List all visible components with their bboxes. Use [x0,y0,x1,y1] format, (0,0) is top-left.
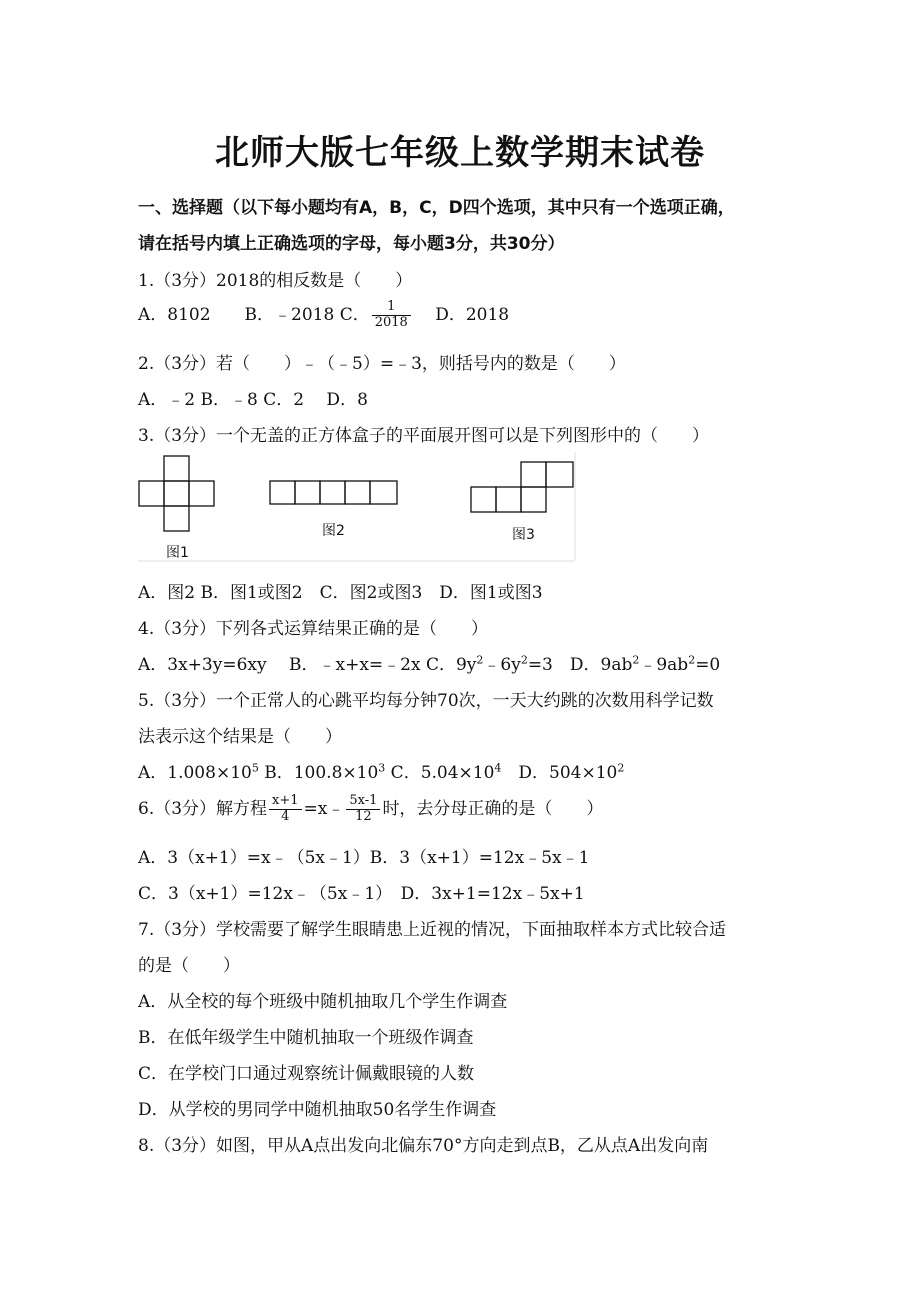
q5-stem-line1: 5.（3分）一个正常人的心跳平均每分钟70次，一天大约跳的次数用科学记数 [138,691,714,711]
q8-stem-line1: 8.（3分）如图，甲从A点出发向北偏东70°方向走到点B，乙从点A出发向南 [138,1136,709,1156]
q5-opt-a-exp: 5 [251,761,259,775]
q6-f1-num: x+1 [269,794,302,810]
q1-frac-num: 1 [372,300,411,316]
figure3-caption: 图3 [512,527,535,543]
q5-opt-a: A．1.008×10 [138,763,252,783]
q6-fraction-2 [346,794,380,825]
q7-stem-line2: 的是（ ） [138,956,240,976]
q5-opt-b: B．100.8×10 [258,763,379,783]
q1-option-d: D．2018 [412,305,510,325]
q6-stem [138,794,603,825]
q5-options [138,758,624,783]
q7-option-c: C．在学校门口通过观察统计佩戴眼镜的人数 [138,1064,475,1084]
q6-options-ab: A．3（x+1）=x﹣（5x﹣1）B．3（x+1）=12x﹣5x﹣1 [138,848,590,868]
q3-net-figures [138,450,578,562]
q1-frac-den: 2018 [374,315,408,330]
q7-stem-line1: 7.（3分）学校需要了解学生眼睛患上近视的情况，下面抽取样本方式比较合适 [138,920,727,940]
q3-options: A．图2 B．图1或图2 C．图2或图3 D．图1或图3 [138,583,543,603]
q4-opt-c-end: =3 D．9ab [527,655,633,675]
q6-suffix: 时，去分母正确的是（ ） [382,799,604,819]
q6-prefix: 6.（3分）解方程 [138,799,268,819]
q4-exp-1: 2 [476,653,484,667]
figure1-net [139,456,214,531]
q4-exp-4: 2 [688,653,696,667]
figure3-net [471,462,573,512]
q4-options [138,650,720,675]
q7-option-b: B．在低年级学生中随机抽取一个班级作调查 [138,1028,474,1048]
q3-stem: 3.（3分）一个无盖的正方体盒子的平面展开图可以是下列图形中的（ ） [138,426,710,446]
q6-options-cd: C．3（x+1）=12x﹣（5x﹣1） D．3x+1=12x﹣5x+1 [138,884,585,904]
q5-opt-c-exp: 4 [494,761,502,775]
q6-mid: =x﹣ [303,799,345,819]
q4-opt-c-mid: ﹣6y [483,655,521,675]
q4-opt-d-end: =0 [695,655,721,675]
q5-opt-d: D．504×10 [501,763,618,783]
q2-options: A．﹣2 B．﹣8 C．2 D．8 [138,390,368,410]
q6-f2-num: 5x-1 [346,794,380,810]
q1-options [138,300,509,331]
q5-opt-b-exp: 3 [378,761,386,775]
section-heading-line2: 请在括号内填上正确选项的字母，每小题3分，共30分） [138,234,565,254]
q4-stem: 4.（3分）下列各式运算结果正确的是（ ） [138,619,489,639]
figure1-caption: 图1 [166,545,189,561]
q2-stem: 2.（3分）若（ ）﹣（﹣5）=﹣3，则括号内的数是（ ） [138,354,626,374]
q6-fraction-1 [269,794,302,825]
q5-opt-c: C．5.04×10 [385,763,495,783]
q7-option-d: D．从学校的男同学中随机抽取50名学生作调查 [138,1100,497,1120]
q4-exp-3: 2 [632,653,640,667]
section-heading-line1: 一、选择题（以下每小题均有A，B，C，D四个选项，其中只有一个选项正确， [138,198,735,218]
q3-figures [138,450,578,562]
q1-options-ab: A．8102 B．﹣2018 C． [138,305,370,325]
figure2-net [270,481,397,504]
q1-fraction [372,300,411,331]
q6-f2-den: 12 [355,809,372,824]
q1-stem: 1.（3分）2018的相反数是（ ） [138,271,413,291]
figure2-caption: 图2 [322,523,345,539]
q7-option-a: A．从全校的每个班级中随机抽取几个学生作调查 [138,992,508,1012]
q4-opt-abc: A．3x+3y=6xy B．﹣x+x=﹣2x C．9y [138,655,477,675]
page-title: 北师大版七年级上数学期末试卷 [215,133,705,173]
q5-opt-d-exp: 2 [617,761,625,775]
q4-exp-2: 2 [520,653,528,667]
q5-stem-line2: 法表示这个结果是（ ） [138,727,342,747]
q4-opt-d-mid: ﹣9ab [639,655,689,675]
q6-f1-den: 4 [281,809,290,824]
